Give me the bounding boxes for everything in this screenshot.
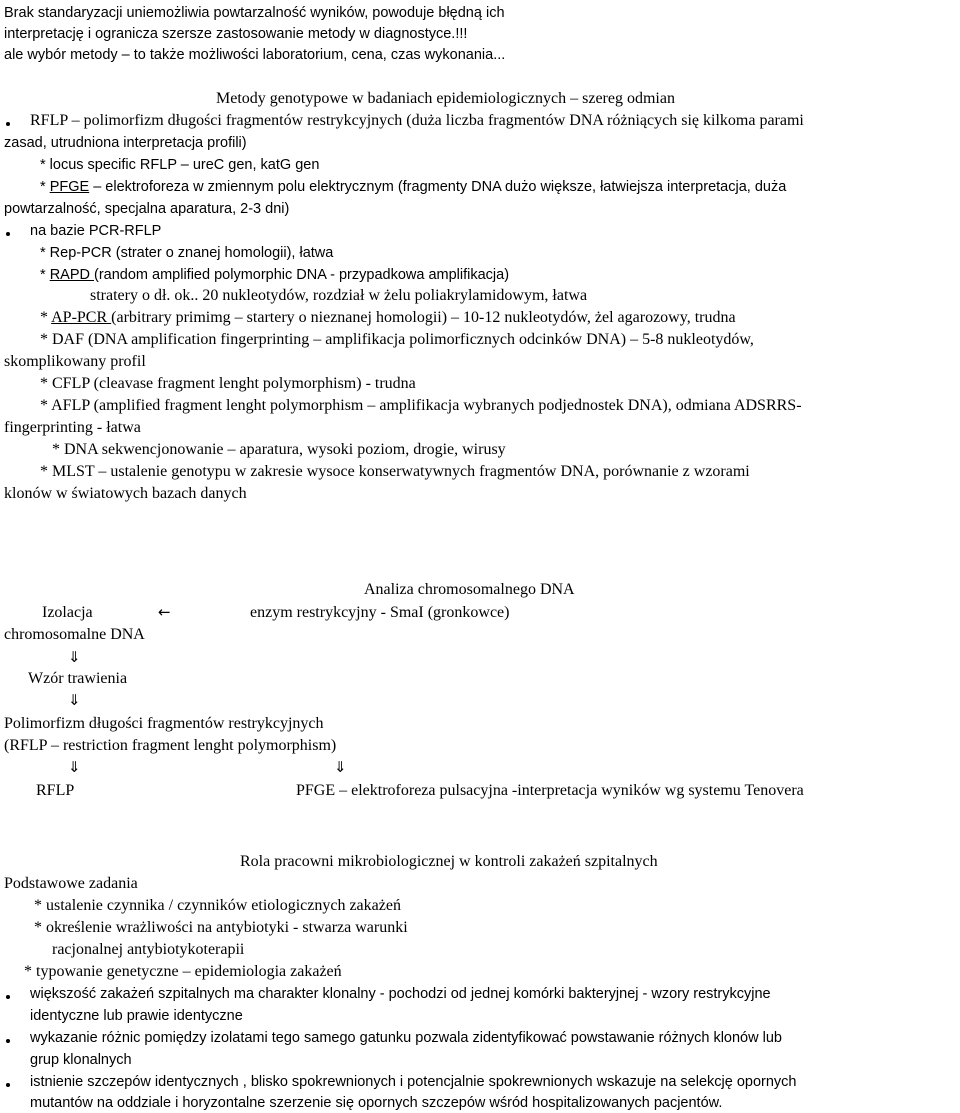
task-2: * określenie wrażliwości na antybiotyki - stwarza warunki [34,919,408,936]
ap-star: * [40,309,48,326]
pfge-line-2: powtarzalność, specjalna aparatura, 2-3 dni) [4,201,290,217]
down-arrow-icon: ⇓ [68,758,81,776]
point-3-line-1: istnienie szczepów identycznych , blisko spokrewnionych i potencjalnie spokrewnionych wskazuje na selekcję opornych [30,1074,797,1090]
chrom-dna-label: chromosomalne DNA [4,626,145,643]
daf-line-1: * DAF (DNA amplification fingerprinting – amplifikacja polimorficznych odcinków DNA) – 5-8 nukleotydów, [40,331,754,348]
pfge-term: PFGE [49,179,90,195]
methods-title: Metody genotypowe w badaniach epidemiologicznych – szereg odmian [216,90,675,107]
intro-line-1: Brak standaryzacji uniemożliwia powtarzalność wyników, powoduje błędną ich [4,5,505,21]
rapd-rest: (random amplified polymorphic DNA - przypadkowa amplifikacja) [94,267,510,283]
point-1-line-1: większość zakażeń szpitalnych ma charakter klonalny - pochodzi od jednej komórki bakteryjnej - wzory restrykcyjne [30,986,771,1002]
cflp-line: * CFLP (cleavase fragment lenght polymorphism) - trudna [40,375,416,392]
dna-seq-line: * DNA sekwencjonowanie – aparatura, wysoki poziom, drogie, wirusy [52,441,506,458]
bullet-dot [6,122,10,126]
pfge-star: * [40,179,46,195]
bullet-dot [6,1039,10,1043]
pfge-line [40,177,786,197]
basic-tasks-label: Podstawowe zadania [4,875,138,892]
pcr-title: na bazie PCR-RFLP [30,223,162,239]
locus-line: * locus specific RFLP – ureC gen, katG gen [40,157,320,173]
rep-pcr-line: * Rep-PCR (strater o znanej homologii), łatwa [40,245,334,261]
pfge-result: PFGE – elektroforeza pulsacyjna -interpretacja wyników wg systemu Tenovera [296,782,804,799]
analysis-title: Analiza chromosomalnego DNA [364,581,575,598]
intro-line-2: interpretację i ogranicza szersze zastosowanie metody w diagnostyce.!!! [4,26,468,42]
daf-line-2: skomplikowany profil [4,353,146,370]
down-arrow-icon: ⇓ [68,648,81,666]
down-arrow-icon: ⇓ [68,691,81,709]
mlst-line-2: klonów w światowych bazach danych [4,485,247,502]
task-2-cont: racjonalnej antybiotykoterapii [52,941,245,958]
poly-line-2: (RFLP – restriction fragment lenght polymorphism) [4,737,337,754]
point-2-line-1: wykazanie różnic pomiędzy izolatami tego samego gatunku pozwala zidentyfikować powstawanie różnych klonów lub [30,1030,782,1046]
ap-term: AP-PCR [51,309,112,326]
rflp-result: RFLP [36,782,75,799]
enzyme-label: enzym restrykcyjny - SmaI (gronkowce) [250,604,510,621]
bullet-dot [6,995,10,999]
left-arrow-icon: ← [158,603,171,621]
mlst-line-1: * MLST – ustalenie genotypu w zakresie wysoce konserwatywnych fragmentów DNA, porównanie z wzorami [40,463,750,480]
aflp-line-1: * AFLP (amplified fragment lenght polymorphism – amplifikacja wybranych podjednostek DNA), odmiana ADSRRS- [40,397,802,414]
point-1-line-2: identyczne lub prawie identyczne [30,1008,243,1024]
rflp-line-2: zasad, utrudniona interpretacja profili) [4,135,247,151]
bullet-dot [6,1083,10,1087]
point-2-line-2: grup klonalnych [30,1052,132,1068]
pfge-rest: – elektroforeza w zmiennym polu elektrycznym (fragmenty DNA dużo większe, łatwiejsza interpretacja, duża [89,179,787,195]
izolacja-label: Izolacja [42,604,93,621]
rapd-line [40,265,509,285]
rapd-line-2: stratery o dł. ok.. 20 nukleotydów, rozdział w żelu poliakrylamidowym, łatwa [90,287,588,304]
ap-rest: (arbitrary primimg – startery o nieznanej homologii) – 10-12 nukleotydów, żel agarozowy, trudna [111,309,736,326]
role-title: Rola pracowni mikrobiologicznej w kontroli zakażeń szpitalnych [240,853,658,870]
point-3-line-2: mutantów na oddziale i horyzontalne szerzenie się opornych szczepów wśród hospitalizowanych pacjentów. [30,1095,723,1111]
intro-line-3: ale wybór metody – to także możliwości laboratorium, cena, czas wykonania... [4,47,506,63]
poly-line-1: Polimorfizm długości fragmentów restrykcyjnych [4,715,324,732]
task-3: * typowanie genetyczne – epidemiologia zakażeń [24,963,342,980]
bullet-dot [6,232,10,236]
aflp-line-2: fingerprinting - łatwa [4,419,141,436]
rflp-line-1: RFLP – polimorfizm długości fragmentów restrykcyjnych (duża liczba fragmentów DNA różniących się kilkoma parami [30,112,804,129]
rapd-star: * [40,267,46,283]
ap-pcr-line [40,308,736,328]
wzor-label: Wzór trawienia [28,670,128,687]
task-1: * ustalenie czynnika / czynników etiologicznych zakażeń [34,897,401,914]
down-arrow-icon: ⇓ [334,758,347,776]
rapd-term: RAPD [49,267,95,283]
